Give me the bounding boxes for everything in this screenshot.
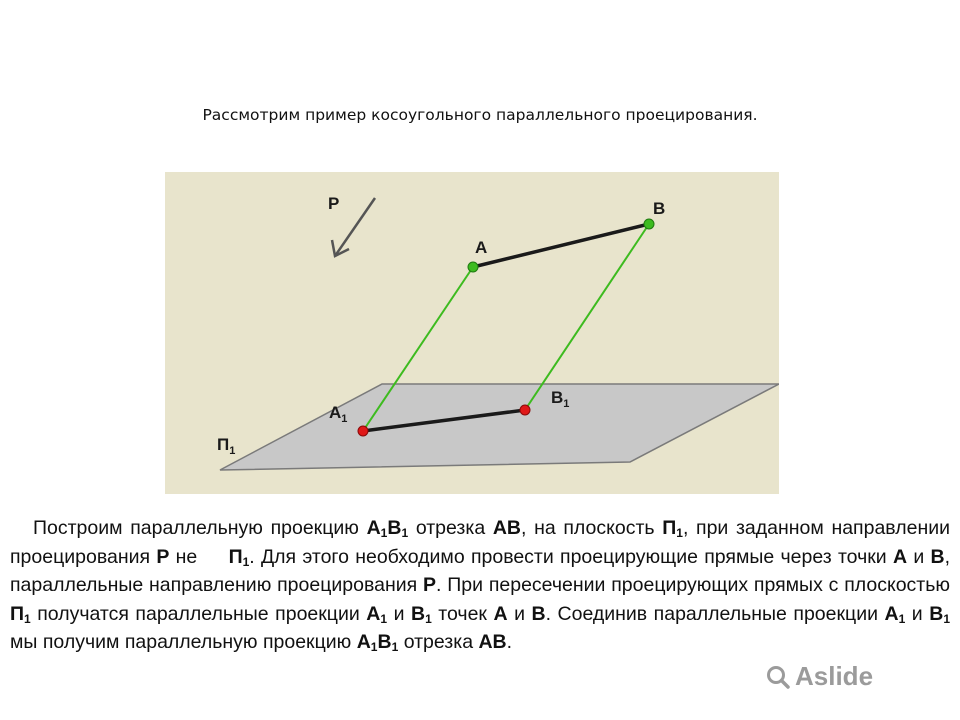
projection-diagram: [165, 172, 779, 494]
watermark-text: Aslide: [795, 661, 874, 691]
text-run: , параллельные направлению проецирования: [10, 545, 950, 596]
subscript: 1: [425, 611, 432, 626]
text-run: и: [393, 602, 405, 625]
point-name: А: [366, 602, 381, 625]
text-run: не: [175, 545, 198, 568]
point-b1: [520, 405, 530, 415]
point-name: В: [531, 602, 546, 625]
subscript: 1: [676, 526, 683, 540]
text-run: мы получим параллельную проекцию: [10, 631, 352, 653]
label-plane-sub: 1: [229, 445, 236, 457]
subscript: 1: [401, 526, 409, 540]
point-name: А: [366, 517, 381, 539]
point-name: В: [410, 602, 426, 625]
text-run: . Соединив параллельные проекции: [545, 602, 878, 625]
label-plane-main: П: [217, 435, 230, 454]
plane-name: П: [228, 545, 243, 568]
direction-arrow-shaft: [335, 198, 375, 256]
segment-name: АВ: [478, 631, 507, 653]
point-name: В: [930, 545, 945, 568]
label-a1-sub: 1: [341, 413, 348, 425]
point-name: В: [929, 602, 944, 625]
subscript: 1: [898, 611, 906, 626]
point-name: В: [387, 517, 402, 539]
subscript: 1: [391, 640, 399, 654]
subscript: 1: [380, 526, 388, 540]
text-run: и: [514, 602, 525, 625]
slide-title: Рассмотрим пример косоугольного параллельного проецирования.: [202, 106, 758, 124]
plane-name: П: [10, 602, 25, 625]
subscript: 1: [380, 611, 388, 626]
direction-name: Р: [156, 545, 170, 568]
text-run: , при заданном направлении проецирования: [10, 517, 950, 568]
text-run: Построим параллельную проекцию: [33, 517, 359, 539]
label-a: A: [475, 238, 488, 257]
point-name: А: [892, 545, 908, 568]
point-name: А: [356, 631, 371, 653]
segment-ab: [473, 224, 649, 267]
text-run: . Для этого необходимо провести проецирующие прямые через точки: [249, 545, 887, 568]
subscript: 1: [370, 640, 378, 654]
subscript: 1: [242, 554, 250, 569]
direction-name: Р: [423, 574, 437, 596]
label-a1-main: A: [329, 403, 342, 422]
text-run: . При пересечении проецирующих прямых с плоскостью: [436, 574, 951, 596]
point-name: А: [884, 602, 899, 625]
label-b1-main: B: [551, 388, 564, 407]
label-p: P: [328, 194, 340, 213]
projecting-line-b: [525, 224, 649, 410]
projection-plane: [220, 384, 779, 470]
subscript: 1: [24, 611, 31, 626]
text-run: , на плоскость: [521, 517, 655, 539]
point-name: В: [377, 631, 392, 653]
point-name: А: [493, 602, 508, 625]
point-b: [644, 219, 654, 229]
subscript: 1: [943, 611, 950, 626]
text-run: получатся параллельные проекции: [37, 602, 360, 625]
point-a: [468, 262, 478, 272]
text-run: отрезка: [415, 517, 486, 539]
text-run: точек: [438, 602, 487, 625]
text-run: .: [506, 631, 513, 653]
label-plane: [217, 435, 235, 457]
watermark: [765, 661, 873, 692]
text-run: и: [913, 545, 925, 568]
text-run: и: [911, 602, 923, 625]
explanation-paragraph: [10, 514, 950, 657]
segment-name: АВ: [492, 517, 522, 539]
diagram-svg: [165, 172, 779, 494]
search-icon: [765, 664, 791, 690]
label-b: B: [653, 199, 666, 218]
point-a1: [358, 426, 368, 436]
text-run: отрезка: [403, 631, 474, 653]
label-b1-sub: 1: [563, 398, 570, 410]
plane-name: П: [662, 517, 677, 539]
